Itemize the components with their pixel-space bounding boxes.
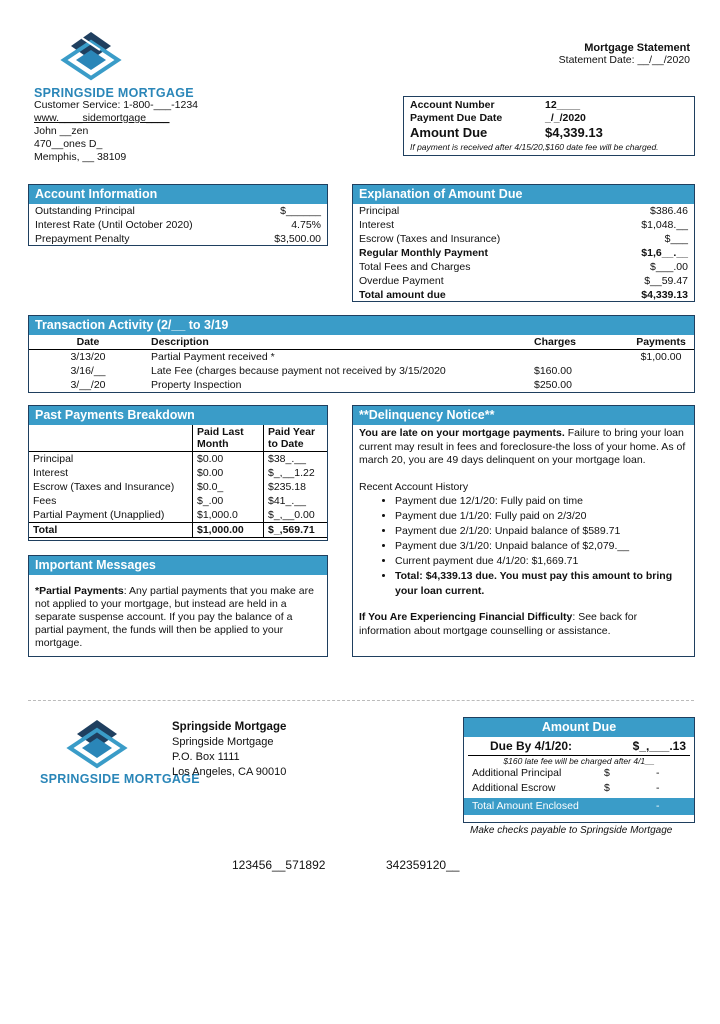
statement-title: Mortgage Statement xyxy=(584,42,690,54)
account-info-label: Prepayment Penalty xyxy=(35,233,130,245)
additional-escrow-currency: $ xyxy=(604,782,610,794)
coupon-company-bold: Springside Mortgage xyxy=(172,721,287,733)
delinquency-title: **Delinquency Notice** xyxy=(353,406,694,425)
explanation-row xyxy=(353,204,694,218)
explanation-box xyxy=(352,184,695,302)
past-payment-ytd: $41_.__ xyxy=(264,494,328,508)
payment-due-label: Payment Due Date xyxy=(410,112,503,124)
coupon-amount-due-title: Amount Due xyxy=(464,718,694,737)
due-by-label: Due By 4/1/20: xyxy=(490,739,573,753)
explanation-value: $1,048.__ xyxy=(641,219,688,231)
delinquency-intro xyxy=(359,427,688,468)
statement-date: Statement Date: __/__/2020 xyxy=(558,54,690,66)
account-information-title: Account Information xyxy=(29,185,327,204)
account-info-value: $3,500.00 xyxy=(274,233,321,245)
account-number-label: Account Number xyxy=(410,99,495,111)
past-payment-last: $_.00 xyxy=(193,494,264,508)
transaction-charges: $250.00 xyxy=(534,379,572,391)
account-history-item: • Total: $4,339.13 due. You must pay this amount to bring your loan current. xyxy=(395,569,688,599)
transaction-description: Property Inspection xyxy=(151,379,242,391)
past-payment-ytd: $235.18 xyxy=(264,480,328,494)
past-payment-last: $0.0_ xyxy=(193,480,264,494)
transaction-row xyxy=(29,364,694,378)
coupon-logo xyxy=(62,716,132,772)
additional-principal-currency: $ xyxy=(604,767,610,779)
pyramid-logo-icon xyxy=(62,716,132,772)
account-history-item: • Payment due 3/1/20: Unpaid balance of $2,079.__ xyxy=(395,539,688,554)
account-history-list xyxy=(359,494,688,599)
explanation-label: Interest xyxy=(359,219,395,231)
transaction-table xyxy=(29,335,694,392)
transaction-activity-title: Transaction Activity (2/__ to 3/19 xyxy=(29,316,694,335)
delinquency-intro-bold: You are late on your mortgage payments. xyxy=(359,427,565,439)
explanation-row xyxy=(353,260,694,274)
summary-box xyxy=(403,96,695,156)
past-payment-row xyxy=(29,523,327,538)
transaction-date: 3/__/20 xyxy=(70,379,106,391)
past-payments-title: Past Payments Breakdown xyxy=(29,406,327,425)
micr-account-line: 123456__571892 xyxy=(232,858,326,872)
past-payment-row xyxy=(29,466,327,480)
transaction-charges xyxy=(530,350,628,365)
explanation-value: $1,6__.__ xyxy=(641,247,688,259)
account-number-value: 12____ xyxy=(545,99,581,111)
col-paid-last-month: Paid Last Month xyxy=(193,425,264,452)
explanation-row xyxy=(353,246,694,260)
past-payment-ytd: $_,__1.22 xyxy=(264,466,328,480)
coupon-late-note: $160 late fee will be charged after 4/1__ xyxy=(468,755,690,766)
make-payable-note: Make checks payable to Springside Mortgage xyxy=(470,825,673,836)
website-link[interactable]: www.____sidemortgage____ xyxy=(34,112,170,124)
explanation-label: Total Fees and Charges xyxy=(359,261,471,273)
account-history-item: • Payment due 12/1/20: Fully paid on time xyxy=(395,494,688,509)
additional-principal-input[interactable]: - xyxy=(656,767,660,779)
past-payment-last: $0.00 xyxy=(193,466,264,480)
coupon-logo-text: SPRINGSIDE MORTGAGE xyxy=(40,772,200,786)
coupon-amount-due-box xyxy=(463,717,695,823)
total-enclosed-label: Total Amount Enclosed xyxy=(472,800,579,812)
col-paid-year-to-date: Paid Year to Date xyxy=(264,425,328,452)
transaction-description: Partial Payment received * xyxy=(151,351,275,363)
past-payment-last: $1,000.00 xyxy=(193,523,264,538)
transaction-description: Late Fee (charges because payment not received by 3/15/2020 xyxy=(151,365,446,377)
statement-header xyxy=(559,42,690,66)
col-payments: Payments xyxy=(636,336,686,348)
past-payments-table xyxy=(29,425,327,538)
account-history-item: • Payment due 2/1/20: Unpaid balance of $589.71 xyxy=(395,524,688,539)
additional-escrow-label: Additional Escrow xyxy=(472,782,556,794)
explanation-value: $___ xyxy=(664,233,688,245)
explanation-label: Escrow (Taxes and Insurance) xyxy=(359,233,501,245)
past-payment-row xyxy=(29,452,327,467)
explanation-row xyxy=(353,288,694,302)
transaction-activity-box xyxy=(28,315,695,393)
delinquency-intro-text: Failure to bring your loan current may result in fees and foreclosure-the loss of your home. As of march 20, you are 49 days delinquent on your mortgage loan. xyxy=(359,427,686,466)
explanation-row xyxy=(353,274,694,288)
address-line-1: 470__ones D_ xyxy=(34,138,103,150)
transaction-payments xyxy=(628,364,694,378)
past-payment-label: Total xyxy=(29,523,193,538)
coupon-city: Los Angeles, CA 90010 xyxy=(172,766,287,778)
account-history-item: • Payment due 1/1/20: Fully paid on 2/3/20 xyxy=(395,509,688,524)
past-payment-row xyxy=(29,508,327,523)
explanation-row xyxy=(353,232,694,246)
tear-line xyxy=(28,700,694,701)
amount-due-label: Amount Due xyxy=(410,125,488,140)
account-information-box xyxy=(28,184,328,246)
financial-difficulty-bold: If You Are Experiencing Financial Difficulty xyxy=(359,611,573,623)
col-date: Date xyxy=(76,336,100,348)
past-payment-ytd: $_,__0.00 xyxy=(264,508,328,523)
account-information-rows xyxy=(29,204,327,246)
transaction-payments: $1,00.00 xyxy=(640,351,682,363)
past-payment-label: Escrow (Taxes and Insurance) xyxy=(33,481,175,493)
customer-service: Customer Service: 1-800-___-1234 xyxy=(34,99,199,111)
explanation-value: $___.00 xyxy=(650,261,688,273)
financial-difficulty-text: : See back for information about mortgage counselling or assistance. xyxy=(359,611,638,637)
coupon-po-box: P.O. Box 1111 xyxy=(172,751,240,763)
payment-due-value: _/_/2020 xyxy=(545,112,586,124)
micr-routing-line: 342359120__ xyxy=(386,858,460,872)
contact-block xyxy=(34,99,198,164)
explanation-rows xyxy=(353,204,694,302)
account-info-row xyxy=(29,204,327,218)
logo-text: SPRINGSIDE MORTGAGE xyxy=(34,86,194,100)
past-payment-last: $1,000.0 xyxy=(193,508,264,523)
col-description: Description xyxy=(151,336,209,348)
pyramid-logo-icon xyxy=(56,28,126,84)
past-payment-label: Interest xyxy=(33,467,69,479)
past-payments-box xyxy=(28,405,328,541)
transaction-row xyxy=(29,378,694,392)
past-payment-row xyxy=(29,480,327,494)
transaction-date: 3/16/__ xyxy=(70,365,106,377)
past-payment-ytd: $38_.__ xyxy=(264,452,328,467)
delinquency-notice-box xyxy=(352,405,695,657)
partial-payments-lead: *Partial Payments xyxy=(35,585,124,597)
past-payment-ytd: $_,569.71 xyxy=(264,523,328,538)
past-payment-label: Fees xyxy=(33,495,57,507)
past-payment-label: Partial Payment (Unapplied) xyxy=(33,509,165,521)
important-messages-title: Important Messages xyxy=(29,556,327,575)
important-messages-text xyxy=(29,575,327,650)
col-charges: Charges xyxy=(534,336,577,348)
account-info-value: 4.75% xyxy=(291,219,321,231)
transaction-payments xyxy=(628,378,694,392)
transaction-row xyxy=(29,350,694,365)
transaction-date: 3/13/20 xyxy=(70,351,106,363)
total-enclosed-input[interactable]: - xyxy=(656,800,660,812)
company-logo xyxy=(56,28,126,84)
explanation-label: Total amount due xyxy=(359,289,446,301)
additional-escrow-input[interactable]: - xyxy=(656,782,660,794)
explanation-value: $4,339.13 xyxy=(641,289,688,301)
account-info-row xyxy=(29,232,327,246)
partial-payments-body: : Any partial payments that you make are not applied to your mortgage, but instead are held in a separate suspense account. If you pay the balance of a partial payment, the funds will then be applied to your mortgage. xyxy=(35,585,314,649)
account-info-label: Outstanding Principal xyxy=(35,205,135,217)
past-payment-last: $0.00 xyxy=(193,452,264,467)
explanation-label: Principal xyxy=(359,205,400,217)
financial-difficulty xyxy=(359,611,688,638)
coupon-company: Springside Mortgage xyxy=(172,736,274,748)
due-by-value: $_,___.13 xyxy=(632,739,686,753)
amount-due-value: $4,339.13 xyxy=(545,125,603,140)
address-line-2: Memphis, __ 38109 xyxy=(34,151,127,163)
account-history-label: Recent Account History xyxy=(359,480,469,493)
account-info-row xyxy=(29,218,327,232)
account-history-item: • Current payment due 4/1/20: $1,669.71 xyxy=(395,554,688,569)
explanation-value: $386.46 xyxy=(650,205,688,217)
past-payment-row xyxy=(29,494,327,508)
account-info-label: Interest Rate (Until October 2020) xyxy=(35,219,193,231)
customer-name: John __zen xyxy=(34,125,89,137)
explanation-value: $__59.47 xyxy=(644,275,688,287)
transaction-charges: $160.00 xyxy=(534,365,572,377)
explanation-label: Regular Monthly Payment xyxy=(359,247,488,259)
important-messages-box xyxy=(28,555,328,657)
explanation-title: Explanation of Amount Due xyxy=(353,185,694,204)
explanation-label: Overdue Payment xyxy=(359,275,444,287)
explanation-row xyxy=(353,218,694,232)
account-info-value: $______ xyxy=(280,205,321,217)
late-fee-note: If payment is received after 4/15/20,$160 date fee will be charged. xyxy=(410,142,659,152)
additional-principal-label: Additional Principal xyxy=(472,767,562,779)
past-payment-label: Principal xyxy=(29,452,193,467)
coupon-address xyxy=(172,720,286,780)
